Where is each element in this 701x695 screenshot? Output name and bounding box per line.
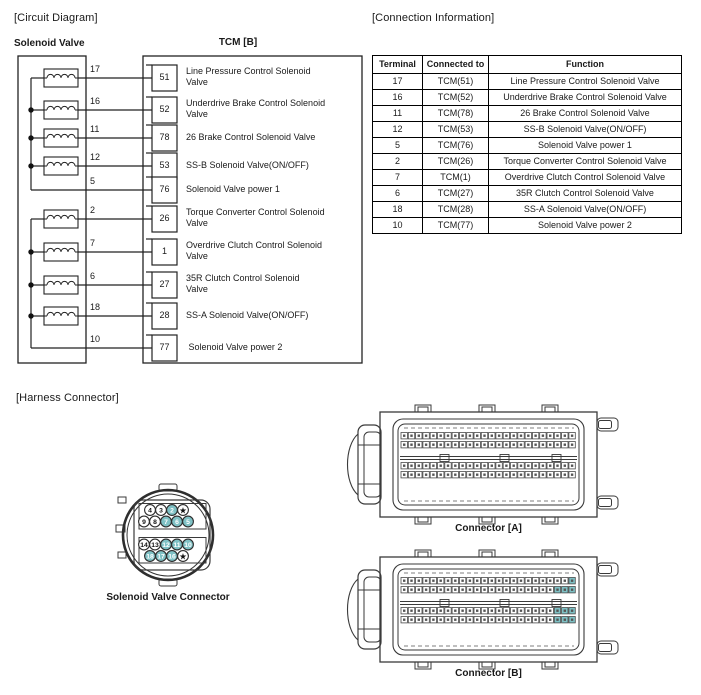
table-cell: TCM(78)	[423, 106, 489, 122]
table-cell: TCM(53)	[423, 122, 489, 138]
table-cell: SS-B Solenoid Valve(ON/OFF)	[489, 122, 682, 138]
harness-connector-heading: [Harness Connector]	[16, 392, 119, 404]
terminal-number: 5	[90, 176, 96, 186]
coil-winding	[47, 74, 75, 78]
terminal-number: 7	[90, 238, 96, 248]
table-header-row	[373, 56, 682, 74]
table-header-cell: Terminal	[373, 56, 423, 74]
pin-number-glyph: 11	[173, 541, 181, 549]
table-cell: TCM(76)	[423, 138, 489, 154]
solenoid-valve-connector-drawing	[116, 484, 213, 586]
connector-b-drawing	[348, 550, 619, 669]
table-cell: Underdrive Brake Control Solenoid Valve	[489, 90, 682, 106]
pin-function-label: Underdrive Brake Control Solenoid	[186, 97, 326, 108]
table-cell: Torque Converter Control Solenoid Valve	[489, 154, 682, 170]
terminal-number: 6	[90, 271, 96, 281]
table-cell: 26 Brake Control Solenoid Valve	[489, 106, 682, 122]
tcm-pin-number: 53	[159, 160, 170, 170]
pin-number-glyph: 7	[164, 518, 168, 526]
connection-information-heading: [Connection Information]	[372, 12, 495, 24]
table-row	[373, 138, 682, 154]
tcm-pin-number: 76	[159, 184, 170, 194]
tcm-pin-number: 27	[159, 279, 170, 289]
pin-function-label: Torque Converter Control Solenoid	[186, 206, 325, 217]
connector-b-caption: Connector [B]	[455, 668, 522, 679]
pin-function-label: Line Pressure Control Solenoid	[186, 65, 311, 76]
terminal-number: 2	[90, 205, 96, 215]
pin-number-glyph: 4	[148, 507, 152, 515]
pin-number-glyph: 3	[159, 507, 163, 515]
table-row	[373, 154, 682, 170]
tcm-pin-number: 51	[159, 72, 170, 82]
pin-function-label: Valve	[186, 217, 208, 228]
connector-a-drawing	[348, 405, 619, 524]
pin-star-glyph: ★	[179, 551, 187, 561]
pin-number-glyph: 9	[142, 518, 146, 526]
pin-function-label: Overdrive Clutch Control Solenoid	[186, 239, 323, 250]
pin-number-glyph: 5	[186, 518, 190, 526]
table-row	[373, 186, 682, 202]
table-cell: TCM(52)	[423, 90, 489, 106]
terminal-number: 18	[90, 302, 101, 312]
coil-winding	[47, 106, 75, 110]
terminal-number: 10	[90, 334, 101, 344]
pin-number-glyph: 12	[162, 541, 170, 549]
table-cell: Overdrive Clutch Control Solenoid Valve	[489, 170, 682, 186]
table-cell: 17	[373, 74, 423, 90]
pin-function-label: Solenoid Valve power 2	[186, 342, 283, 352]
table-cell: TCM(77)	[423, 218, 489, 234]
tcm-pin-number: 26	[159, 213, 170, 223]
pin-function-label: SS-A Solenoid Valve(ON/OFF)	[186, 310, 309, 320]
pin-function-label: Valve	[186, 108, 208, 119]
table-cell: 18	[373, 202, 423, 218]
coil-winding	[47, 312, 75, 316]
pin-number-glyph: 13	[151, 541, 159, 549]
table-cell: TCM(1)	[423, 170, 489, 186]
tcm-pin-number: 77	[159, 342, 170, 352]
table-row	[373, 202, 682, 218]
connection-information-table	[372, 55, 682, 234]
pin-function-label: Solenoid Valve power 1	[186, 184, 280, 194]
pin-star-glyph: ★	[179, 505, 187, 515]
tcm-b-label: TCM [B]	[218, 37, 258, 48]
tcm-pin-number: 78	[159, 132, 170, 142]
table-row	[373, 90, 682, 106]
junction-dot	[28, 135, 33, 140]
pin-number-glyph: 17	[157, 553, 165, 561]
table-cell: Line Pressure Control Solenoid Valve	[489, 74, 682, 90]
table-cell: TCM(26)	[423, 154, 489, 170]
table-cell: 12	[373, 122, 423, 138]
connector-a-caption: Connector [A]	[455, 523, 522, 534]
table-cell: 11	[373, 106, 423, 122]
table-cell: 35R Clutch Control Solenoid Valve	[489, 186, 682, 202]
pin-number-glyph: 14	[140, 541, 148, 549]
coil-winding	[47, 134, 75, 138]
table-cell: 16	[373, 90, 423, 106]
table-cell: 6	[373, 186, 423, 202]
junction-dot	[28, 282, 33, 287]
table-cell: SS-A Solenoid Valve(ON/OFF)	[489, 202, 682, 218]
coil-winding	[47, 248, 75, 252]
table-cell: TCM(51)	[423, 74, 489, 90]
terminal-number: 12	[90, 152, 101, 162]
pin-function-label: Valve	[186, 76, 208, 87]
pin-number-glyph: 10	[184, 541, 192, 549]
pin-function-label: SS-B Solenoid Valve(ON/OFF)	[186, 160, 309, 170]
pin-function-label: 35R Clutch Control Solenoid	[186, 272, 300, 283]
pin-number-glyph: 18	[146, 553, 154, 561]
pin-number-glyph: 8	[153, 518, 157, 526]
circuit-diagram-heading: [Circuit Diagram]	[14, 12, 98, 24]
table-cell: 10	[373, 218, 423, 234]
terminal-number: 16	[90, 96, 101, 106]
table-cell: TCM(28)	[423, 202, 489, 218]
tcm-pin-number: 28	[159, 310, 170, 320]
table-cell: Solenoid Valve power 2	[489, 218, 682, 234]
coil-winding	[47, 281, 75, 285]
junction-dot	[28, 107, 33, 112]
pin-number-glyph: 2	[170, 507, 174, 515]
tcm-pin-number: 1	[161, 246, 167, 256]
coil-winding	[47, 215, 75, 219]
table-header-cell: Connected to	[423, 56, 489, 74]
table-cell: 5	[373, 138, 423, 154]
pin-number-glyph: 6	[175, 518, 179, 526]
junction-dot	[28, 313, 33, 318]
solenoid-valve-label: Solenoid Valve	[14, 38, 85, 49]
pin-function-label: Valve	[186, 250, 208, 261]
pin-function-label: Valve	[186, 283, 208, 294]
junction-dot	[28, 163, 33, 168]
tcm-pin-number: 52	[159, 104, 170, 114]
table-cell: 2	[373, 154, 423, 170]
table-row	[373, 122, 682, 138]
junction-dot	[28, 249, 33, 254]
table-row	[373, 218, 682, 234]
table-cell: Solenoid Valve power 1	[489, 138, 682, 154]
table-row	[373, 106, 682, 122]
table-row	[373, 170, 682, 186]
table-cell: TCM(27)	[423, 186, 489, 202]
pin-function-label: 26 Brake Control Solenoid Valve	[186, 132, 316, 142]
solenoid-valve-connector-caption: Solenoid Valve Connector	[106, 592, 230, 603]
table-row	[373, 74, 682, 90]
terminal-number: 11	[90, 124, 100, 134]
table-header-cell: Function	[489, 56, 682, 74]
terminal-number: 17	[90, 64, 101, 74]
table-cell: 7	[373, 170, 423, 186]
coil-winding	[47, 162, 75, 166]
pin-number-glyph: 16	[168, 553, 176, 561]
